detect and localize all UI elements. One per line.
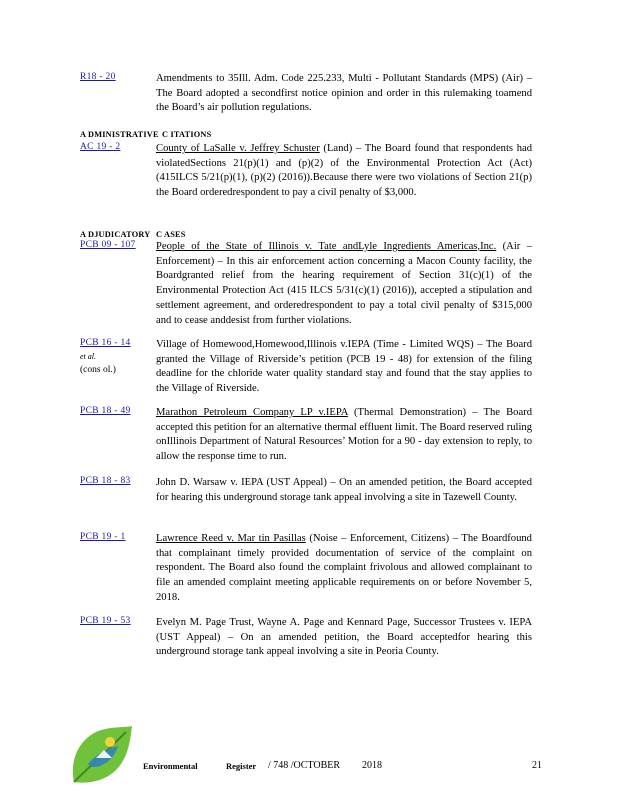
entry-text [156,476,532,505]
footer-year: 2018 [362,760,382,771]
docket-link[interactable]: PCB 18 - 83 [80,476,131,486]
section-heading-left: A DJUDICATORY [80,230,151,239]
entry-description: (Air – Enforcement) – In this air enforcement action concerning a Macon County facility, the Boardgranted relief from the hearing requirement of Section 31(c)(1) of the Environmental Protection Act (415 ILCS 5/31(c)(1) (2016)), accepted a stipulation and settlement agreement, and orderedrespondent to pay a total civil penalty of $315,000 and to cease anddesist from further violations. [156,241,532,326]
docket-link[interactable]: R18 - 20 [80,72,116,82]
section-heading-right: C ASES [156,230,186,239]
footer-issue: / 748 /OCTOBER [268,760,341,771]
entry-description: (Noise – Enforcement, Citizens) – The Boardfound that complainant timely provided documentation of service of the complaint on respondent. The Board also found the complaint frivolous and allowed complainant to file an amended complaint meeting applicable requirements on or before November 5, 2018. [156,533,532,603]
docket-sub-label: (cons ol.) [80,365,116,375]
entry-description: Village of Homewood,Homewood,Illinois v.IEPA (Time - Limited WQS) – The Board granted the Village of Riverside’s petition (PCB 19 - 48) for extension of the filing deadline for the chloride water quality standard stay and found that the stay applies to the Village of Riverside. [156,339,532,395]
case-title: Marathon Petroleum Company LP v.IEPA [156,407,348,418]
case-title: Lawrence Reed v. Mar tin Pasillas [156,533,306,544]
docket-sub-label: et al. [80,352,96,361]
docket-link[interactable]: AC 19 - 2 [80,142,121,152]
entry-text [156,142,532,201]
docket-link[interactable]: PCB 19 - 53 [80,616,131,626]
entry-text [156,72,532,116]
entry-description: (Land) – The Board found that respondents had violatedSections 21(p)(1) and (p)(2) of the Environmental Protection Act (Act) (415ILCS 5/21(p)(1), (p)(2) (2016)).Because there were two violations of Section 21(p) the Board orderedrespondent to pay a civil penalty of $3,000. [156,143,532,199]
entry-description: John D. Warsaw v. IEPA (UST Appeal) – On an amended petition, the Board accepted for hearing this underground storage tank appeal involving a site in Tazewell County. [156,477,532,503]
docket-link[interactable]: PCB 16 - 14 [80,338,131,348]
entry-text [156,532,532,606]
entry-text [156,338,532,397]
docket-link[interactable]: PCB 18 - 49 [80,406,131,416]
leaf-logo-icon [66,724,138,786]
entry-text [156,240,532,328]
case-title: People of the State of Illinois v. Tate andLyle Ingredients Americas,Inc. [156,241,497,252]
footer-register: Register [226,761,257,771]
page-number: 21 [532,760,542,771]
entry-description: Amendments to 35Ill. Adm. Code 225.233, Multi - Pollutant Standards (MPS) (Air) – The Board adopted a secondfirst notice opinion and order in this rulemaking toamend the Board’s air pollution regulations. [156,73,532,114]
footer-journal: Environmental [143,761,198,771]
docket-link[interactable]: PCB 19 - 1 [80,532,126,542]
entry-text [156,406,532,465]
section-heading-left: A DMINISTRATIVE [80,130,159,139]
case-title: County of LaSalle v. Jeffrey Schuster [156,143,320,154]
docket-link[interactable]: PCB 09 - 107 [80,240,136,250]
entry-text [156,616,532,660]
entry-description: (Thermal Demonstration) – The Board accepted this petition for an alternative thermal effluent limit. The Board reserved ruling onIllinois Department of Natural Resources’ Motion for a 90 - day extension to reply, to allow the response time to run. [156,407,533,463]
entry-description: Evelyn M. Page Trust, Wayne A. Page and Kennard Page, Successor Trustees v. IEPA (UST Appeal) – On an amended petition, the Board acceptedfor hearing this underground storage tank appeal involving a site in Peoria County. [156,617,532,658]
section-heading-right: C ITATIONS [162,130,212,139]
